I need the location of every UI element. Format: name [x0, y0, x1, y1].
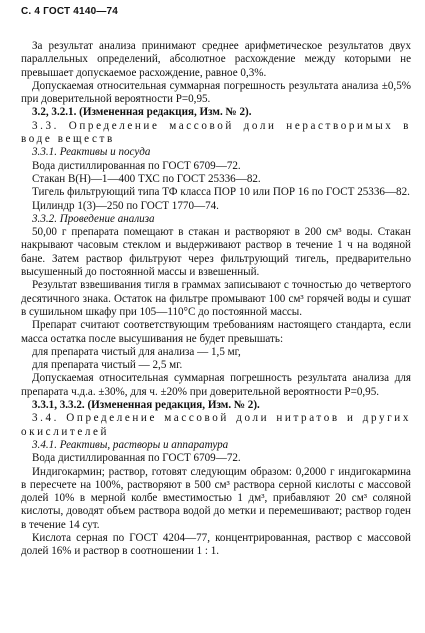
item-water-2: Вода дистиллированная по ГОСТ 6709—72. [32, 452, 241, 465]
limit-pure: для препарата чистый — 2,5 мг. [32, 359, 183, 372]
item-cylinder: Цилиндр 1(3)—250 по ГОСТ 1770—74. [32, 199, 219, 212]
item-crucible: Тигель фильтрующий типа ТФ класса ПОР 10 или ПОР 16 по ГОСТ 25336—82. [32, 186, 410, 199]
paragraph-revision-3-3: 3.3.1, 3.3.2. (Измененная редакция, Изм. № 2). [32, 399, 260, 412]
paragraph-revision-3-2: 3.2, 3.2.1. (Измененная редакция, Изм. № 2). [32, 106, 252, 119]
paragraph-error-1: Допускаемая относительная суммарная погрешность результата анализа ±0,5% при доверительной вероятности P=0,95. [21, 79, 411, 106]
section-heading-3-3: 3.3. Определение массовой доли нерастворимых в воде веществ [21, 119, 411, 146]
paragraph-sulfuric-acid: Кислота серная по ГОСТ 4204—77, концентрированная, раствор с массовой долей 16% и раствор в соотношении 1 : 1. [21, 531, 411, 558]
section-heading-3-4: 3.4. Определение массовой доли нитратов и других окислителей [21, 412, 411, 438]
limit-pure-for-analysis: для препарата чистый для анализа — 1,5 мг, [32, 345, 241, 358]
item-water: Вода дистиллированная по ГОСТ 6709—72. [32, 159, 241, 172]
paragraph-error-2: Допускаемая относительная суммарная погрешность результата анализа для препарата ч.д.а. ±30%, для ч. ±20% при доверительной вероятности P=0,95. [21, 372, 411, 398]
paragraph-weighing: Результат взвешивания тигля в граммах записывают с точностью до четвертого десятичного знака. Остаток на фильтре промывают 100 см³ горячей воды и сушат в сушильном шкафу при 105—110°С до постоянной массы. [21, 279, 411, 318]
subheading-3-3-1: 3.3.1. Реактивы и посуда [32, 146, 151, 159]
item-beaker: Стакан В(Н)—1—400 ТХС по ГОСТ 25336—82. [32, 172, 261, 185]
paragraph-indigocarmine: Индигокармин; раствор, готовят следующим образом: 0,2000 г индигокармина в пересчете на 100%, растворяют в 500 см³ раствора серной кислоты с массовой долей 10% в мерной колбе вместимостью 1 дм³, прибавляют 20 см³ соляной кислоты, доводят объем раствора водой до метки и перемешивают; раствор годен в течение 14 сут. [21, 465, 411, 531]
paragraph-procedure: 50,00 г препарата помещают в стакан и растворяют в 200 см³ воды. Стакан накрывают часовым стеклом и выдерживают раствор в течение 1 ч на водяной бане. Затем раствор фильтруют через фильтрующий тигель, предварительно высушенный до постоянной массы и взвешенный. [21, 226, 411, 279]
paragraph-compliance: Препарат считают соответствующим требованиям настоящего стандарта, если масса остатка после высушивания не будет превышать: [21, 319, 411, 345]
document-body [21, 40, 411, 559]
page-header: С. 4 ГОСТ 4140—74 [21, 6, 119, 17]
paragraph-result-definition: За результат анализа принимают среднее арифметическое результатов двух параллельных определений, абсолютное расхождение между которыми не превышает допускаемое расхождение, равное 0,3%. [21, 40, 411, 79]
subheading-3-3-2: 3.3.2. Проведение анализа [32, 212, 155, 225]
subheading-3-4-1: 3.4.1. Реактивы, растворы и аппаратура [32, 438, 229, 451]
